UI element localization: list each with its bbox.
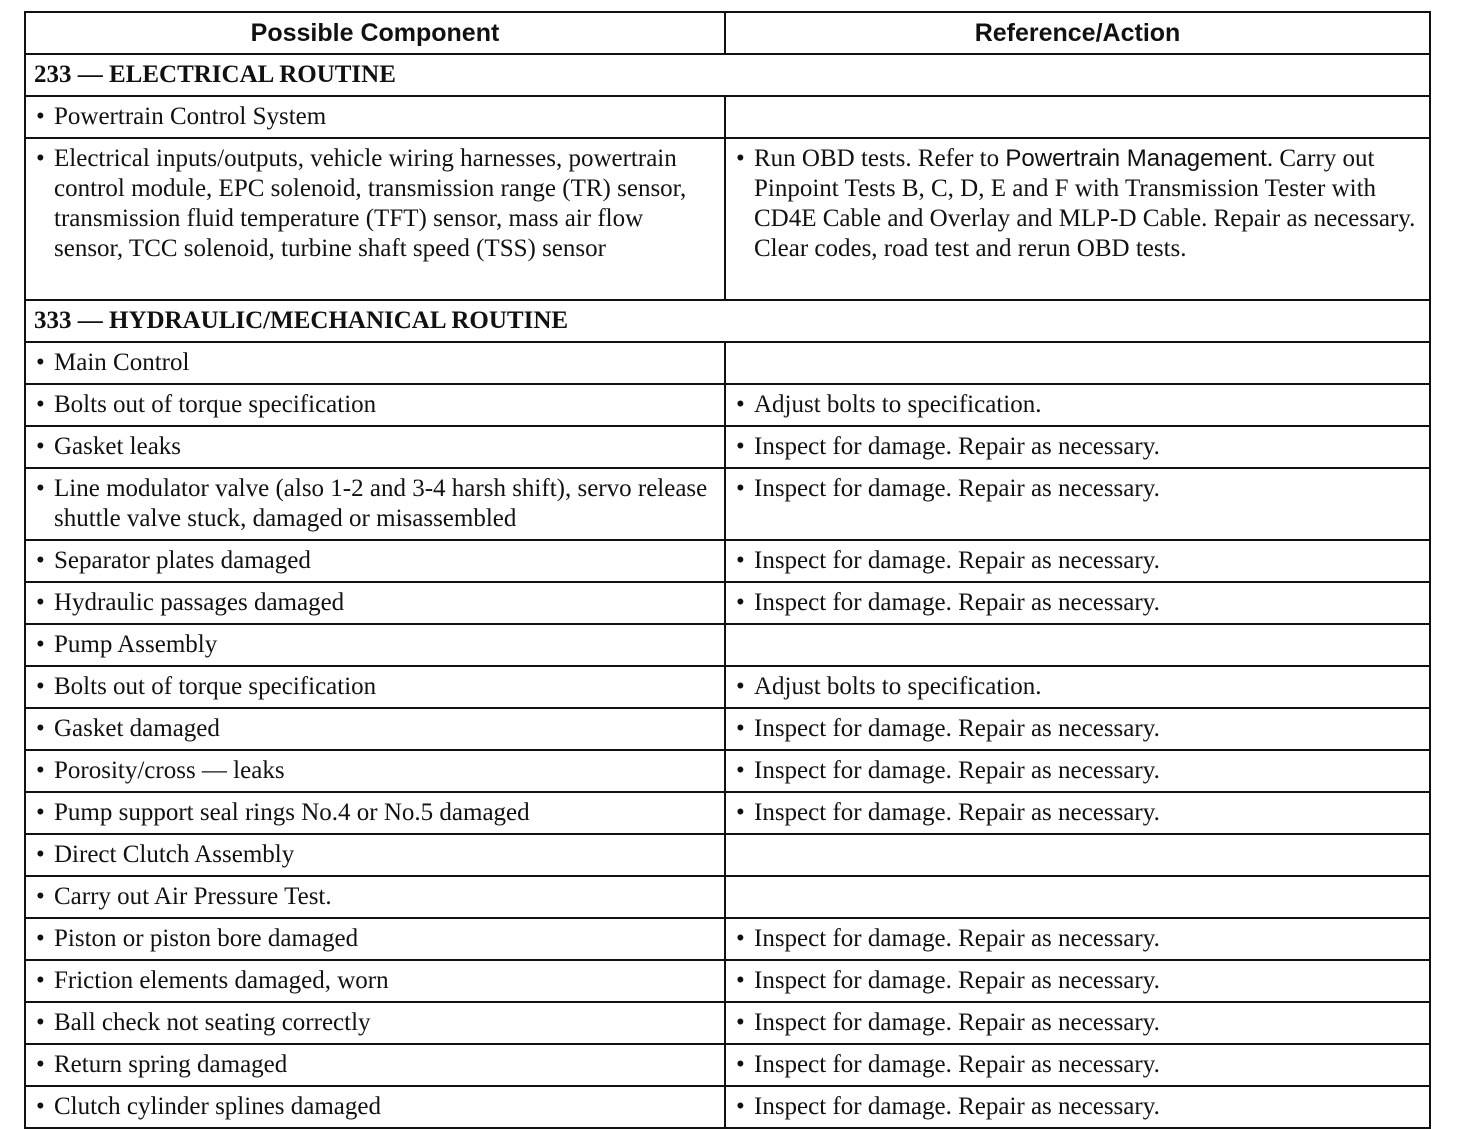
bullet: • — [736, 589, 745, 616]
component-cell — [25, 918, 725, 960]
table-row — [25, 384, 1430, 426]
table-row — [25, 1086, 1430, 1128]
action-text: Inspect for damage. Repair as necessary. — [754, 475, 1160, 502]
component-text: Powertrain Control System — [54, 103, 327, 130]
action-cell — [725, 792, 1430, 834]
bullet: • — [36, 589, 45, 616]
action-cell — [725, 834, 1430, 876]
reference-link: Powertrain Management — [1005, 145, 1267, 172]
bullet: • — [736, 1009, 745, 1036]
bullet: • — [36, 475, 45, 502]
action-text: Inspect for damage. Repair as necessary. — [754, 1093, 1160, 1120]
table-row — [25, 792, 1430, 834]
table-row — [25, 834, 1430, 876]
bullet: • — [36, 841, 45, 868]
component-cell — [25, 834, 725, 876]
component-cell — [25, 666, 725, 708]
table-row — [25, 1044, 1430, 1086]
component-text: Direct Clutch Assembly — [54, 841, 295, 868]
table-row — [25, 624, 1430, 666]
action-cell — [725, 138, 1430, 300]
component-text: Ball check not seating correctly — [54, 1009, 371, 1036]
action-cell — [725, 1002, 1430, 1044]
bullet: • — [36, 715, 45, 742]
table-row — [25, 426, 1430, 468]
component-cell — [25, 960, 725, 1002]
action-text: Inspect for damage. Repair as necessary. — [754, 799, 1160, 826]
action-text: Inspect for damage. Repair as necessary. — [754, 547, 1160, 574]
table-row — [25, 666, 1430, 708]
bullet: • — [36, 631, 45, 658]
bullet: • — [36, 883, 45, 910]
component-text: Return spring damaged — [54, 1051, 288, 1078]
action-cell — [725, 624, 1430, 666]
component-cell — [25, 540, 725, 582]
component-cell — [25, 1086, 725, 1128]
component-cell — [25, 384, 725, 426]
action-text: Adjust bolts to specification. — [754, 673, 1042, 700]
bullet: • — [736, 925, 745, 952]
bullet: • — [736, 547, 745, 574]
action-text: Inspect for damage. Repair as necessary. — [754, 925, 1160, 952]
component-cell — [25, 342, 725, 384]
bullet: • — [36, 391, 45, 418]
component-cell — [25, 96, 725, 138]
header-reference-action: Reference/Action — [725, 12, 1430, 54]
component-text: Electrical inputs/outputs, vehicle wiring harnesses, powertrain control module, EPC solenoid, transmission range (TR) sensor, transmission fluid temperature (TFT) sensor, mass air flow sensor, TCC solenoid, turbine shaft speed (TSS) sensor — [54, 145, 687, 262]
diagnosis-table — [24, 11, 1431, 1129]
action-cell — [725, 468, 1430, 540]
table-row — [25, 540, 1430, 582]
action-cell — [725, 540, 1430, 582]
table-row — [25, 708, 1430, 750]
header-row — [25, 12, 1430, 54]
action-text: Inspect for damage. Repair as necessary. — [754, 433, 1160, 460]
bullet: • — [36, 757, 45, 784]
bullet: • — [736, 1051, 745, 1078]
bullet: • — [736, 391, 745, 418]
component-text: Pump support seal rings No.4 or No.5 damaged — [54, 799, 530, 826]
section-row — [25, 300, 1430, 342]
component-cell — [25, 468, 725, 540]
table-row — [25, 468, 1430, 540]
component-text: Piston or piston bore damaged — [54, 925, 359, 952]
header-possible-component: Possible Component — [25, 12, 725, 54]
bullet: • — [36, 967, 45, 994]
section-title-electrical: 233 — ELECTRICAL ROUTINE — [25, 54, 1430, 96]
bullet: • — [36, 1009, 45, 1036]
bullet: • — [736, 1093, 745, 1120]
component-cell — [25, 582, 725, 624]
table-row — [25, 876, 1430, 918]
bullet: • — [36, 1093, 45, 1120]
action-text: Inspect for damage. Repair as necessary. — [754, 757, 1160, 784]
table-row — [25, 342, 1430, 384]
component-text: Pump Assembly — [54, 631, 218, 658]
component-text: Gasket leaks — [54, 433, 182, 460]
component-text: Porosity/cross — leaks — [54, 757, 285, 784]
action-text: Adjust bolts to specification. — [754, 391, 1042, 418]
action-text: Inspect for damage. Repair as necessary. — [754, 589, 1160, 616]
component-cell — [25, 1044, 725, 1086]
component-text: Gasket damaged — [54, 715, 220, 742]
component-cell — [25, 876, 725, 918]
component-text: Clutch cylinder splines damaged — [54, 1093, 382, 1120]
bullet: • — [36, 433, 45, 460]
action-cell — [725, 1044, 1430, 1086]
table-row — [25, 1002, 1430, 1044]
component-text: Bolts out of torque specification — [54, 673, 377, 700]
table-row — [25, 96, 1430, 138]
component-text: Main Control — [54, 349, 190, 376]
bullet: • — [736, 799, 745, 826]
action-cell — [725, 960, 1430, 1002]
action-cell — [725, 1086, 1430, 1128]
bullet: • — [736, 433, 745, 460]
component-cell — [25, 138, 725, 300]
table-row — [25, 960, 1430, 1002]
action-text: Inspect for damage. Repair as necessary. — [754, 967, 1160, 994]
bullet: • — [736, 673, 745, 700]
bullet: • — [36, 799, 45, 826]
bullet: • — [736, 757, 745, 784]
bullet: • — [736, 967, 745, 994]
action-text: Inspect for damage. Repair as necessary. — [754, 1009, 1160, 1036]
component-cell — [25, 750, 725, 792]
component-text: Line modulator valve (also 1-2 and 3-4 harsh shift), servo release shuttle valve stuck, damaged or misassembled — [54, 475, 708, 532]
component-text: Bolts out of torque specification — [54, 391, 377, 418]
bullet: • — [36, 349, 45, 376]
component-text: Separator plates damaged — [54, 547, 311, 574]
action-cell — [725, 876, 1430, 918]
action-cell — [725, 708, 1430, 750]
action-text: . Carry out Pinpoint Tests B, C, D, E and F with Transmission Tester with CD4E Cable and Overlay and MLP-D Cable. Repair as necessary. Clear codes, road test and rerun OBD tests. — [754, 145, 1416, 262]
bullet: • — [36, 1051, 45, 1078]
action-cell — [725, 582, 1430, 624]
section-row — [25, 54, 1430, 96]
section-title-hydraulic: 333 — HYDRAULIC/MECHANICAL ROUTINE — [25, 300, 1430, 342]
bullet: • — [736, 475, 745, 502]
table-row — [25, 582, 1430, 624]
component-cell — [25, 708, 725, 750]
bullet: • — [36, 925, 45, 952]
action-text: Inspect for damage. Repair as necessary. — [754, 1051, 1160, 1078]
component-cell — [25, 1002, 725, 1044]
table-row — [25, 918, 1430, 960]
action-cell — [725, 918, 1430, 960]
action-text: Inspect for damage. Repair as necessary. — [754, 715, 1160, 742]
bullet: • — [736, 145, 745, 172]
component-cell — [25, 792, 725, 834]
table-row — [25, 138, 1430, 300]
action-cell — [725, 96, 1430, 138]
bullet: • — [36, 673, 45, 700]
action-text: Run OBD tests. Refer to — [754, 145, 1006, 172]
bullet: • — [736, 715, 745, 742]
bullet: • — [36, 145, 45, 172]
action-cell — [725, 342, 1430, 384]
component-text: Carry out Air Pressure Test. — [54, 883, 332, 910]
component-text: Friction elements damaged, worn — [54, 967, 389, 994]
bullet: • — [36, 103, 45, 130]
component-cell — [25, 624, 725, 666]
action-cell — [725, 666, 1430, 708]
bullet: • — [36, 547, 45, 574]
action-cell — [725, 750, 1430, 792]
action-cell — [725, 384, 1430, 426]
table-row — [25, 750, 1430, 792]
action-cell — [725, 426, 1430, 468]
component-cell — [25, 426, 725, 468]
component-text: Hydraulic passages damaged — [54, 589, 345, 616]
